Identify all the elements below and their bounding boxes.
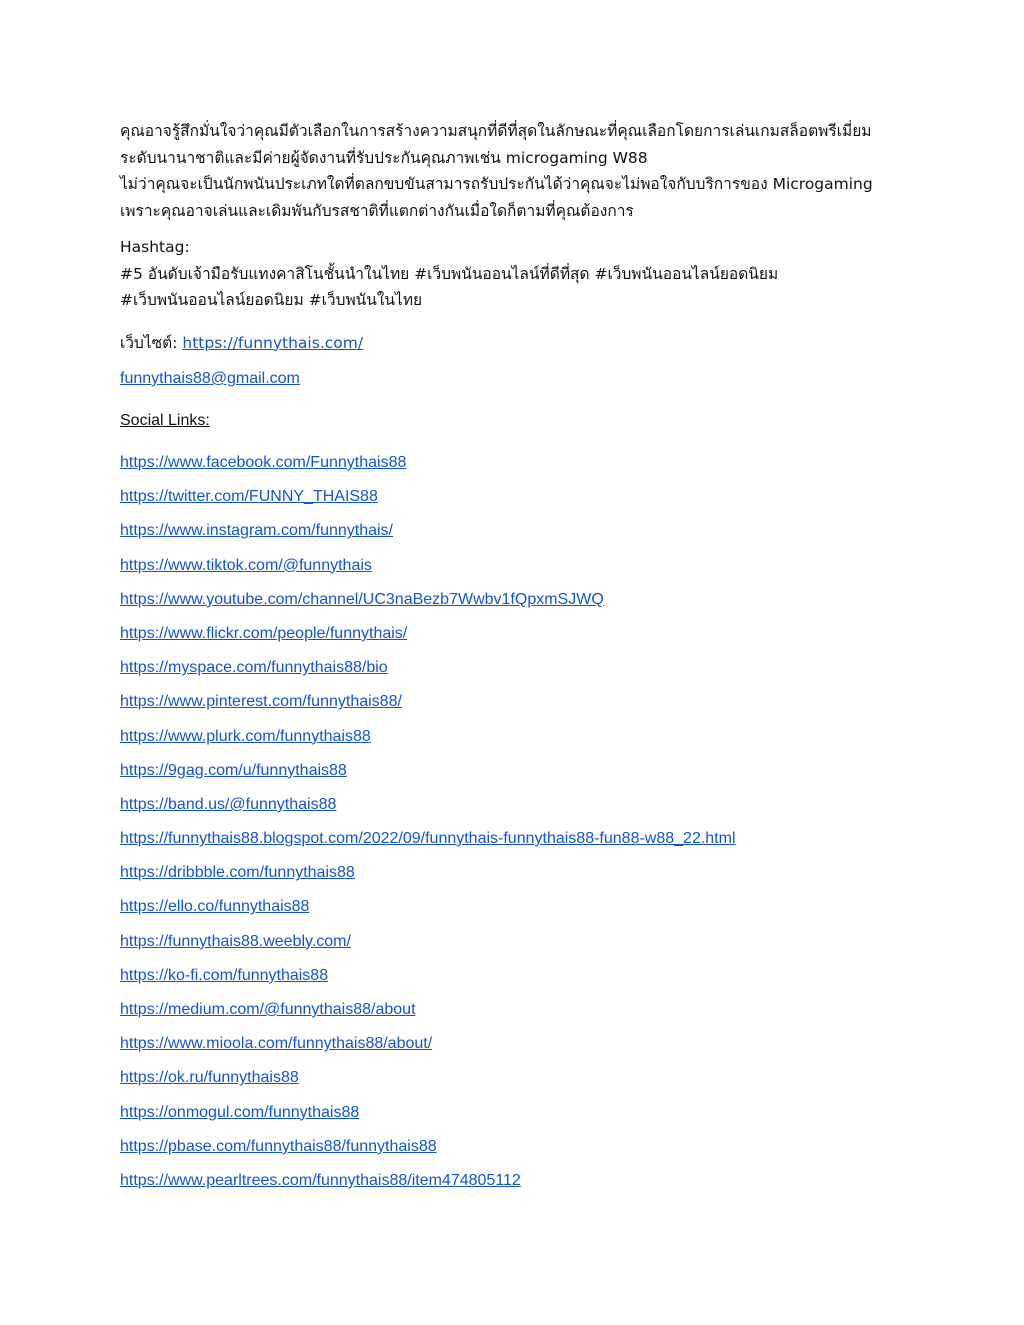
social-link[interactable]: https://www.mioola.com/funnythais88/about/: [120, 1035, 433, 1053]
social-link[interactable]: https://ok.ru/funnythais88: [120, 1069, 299, 1087]
website-line: [120, 330, 920, 357]
social-link[interactable]: https://funnythais88.weebly.com/: [120, 932, 351, 950]
hashtag-label: Hashtag:: [120, 238, 190, 256]
social-link[interactable]: https://www.pearltrees.com/funnythais88/item474805112: [120, 1171, 521, 1189]
website-label: เว็บไซต์:: [120, 333, 183, 352]
intro-line: ไม่ว่าคุณจะเป็นนักพนันประเภทใดที่ตลกขบขันสามารถรับประกันได้ว่าคุณจะไม่พอใจกับบริการของ Microgaming: [120, 175, 873, 193]
social-link[interactable]: https://medium.com/@funnythais88/about: [120, 1001, 416, 1018]
social-link[interactable]: https://www.tiktok.com/@funnythais: [120, 556, 372, 574]
social-links-heading: Social Links:: [120, 412, 210, 429]
hashtag-line: #เว็บพนันออนไลน์ยอดนิยม #เว็บพนันในไทย: [120, 291, 423, 309]
intro-line: เพราะคุณอาจเล่นและเดิมพันกับรสชาติที่แตกต่างกันเมื่อใดก็ตามที่คุณต้องการ: [120, 201, 634, 220]
email-link[interactable]: funnythais88@gmail.com: [120, 370, 300, 387]
social-link[interactable]: https://band.us/@funnythais88: [120, 795, 337, 813]
social-link[interactable]: https://www.flickr.com/people/funnythais/: [120, 624, 408, 642]
social-links-list: [120, 453, 920, 1205]
social-link[interactable]: https://ko-fi.com/funnythais88: [120, 966, 329, 984]
intro-line: ระดับนานาชาติและมีค่ายผู้จัดงานที่รับประกันคุณภาพเช่น microgaming W88: [120, 148, 648, 167]
intro-line: คุณอาจรู้สึกมั่นใจว่าคุณมีตัวเลือกในการสร้างความสนุกที่ดีที่สุดในลักษณะที่คุณเลือกโดยการเล่นเกมสล็อตพรีเมี่ยม: [120, 122, 872, 140]
intro-paragraph: [120, 118, 920, 224]
social-link[interactable]: https://www.pinterest.com/funnythais88/: [120, 693, 402, 711]
social-link[interactable]: https://www.plurk.com/funnythais88: [120, 727, 371, 745]
social-link[interactable]: https://dribbble.com/funnythais88: [120, 864, 355, 882]
social-link[interactable]: https://pbase.com/funnythais88/funnythais88: [120, 1137, 437, 1155]
social-link[interactable]: https://www.instagram.com/funnythais/: [120, 522, 393, 540]
email-line: [120, 369, 920, 389]
social-link[interactable]: https://myspace.com/funnythais88/bio: [120, 659, 388, 677]
social-link[interactable]: https://twitter.com/FUNNY_THAIS88: [120, 488, 378, 506]
document-page: [120, 118, 920, 1205]
social-link[interactable]: https://www.facebook.com/Funnythais88: [120, 454, 407, 471]
hashtag-line: #5 อันดับเจ้ามือรับแทงคาสิโนชั้นนำในไทย #เว็บพนันออนไลน์ที่ดีที่สุด #เว็บพนันออนไลน์ยอดนิยม: [120, 264, 779, 283]
hashtag-block: [120, 234, 920, 314]
social-link[interactable]: https://9gag.com/u/funnythais88: [120, 761, 347, 779]
social-link[interactable]: https://funnythais88.blogspot.com/2022/09/funnythais-funnythais88-fun88-w88_22.html: [120, 830, 736, 848]
website-link[interactable]: https://funnythais.com/: [182, 333, 364, 352]
social-link[interactable]: https://www.youtube.com/channel/UC3naBezb7Wwbv1fQpxmSJWQ: [120, 590, 604, 608]
social-link[interactable]: https://onmogul.com/funnythais88: [120, 1103, 360, 1121]
social-link[interactable]: https://ello.co/funnythais88: [120, 898, 310, 916]
